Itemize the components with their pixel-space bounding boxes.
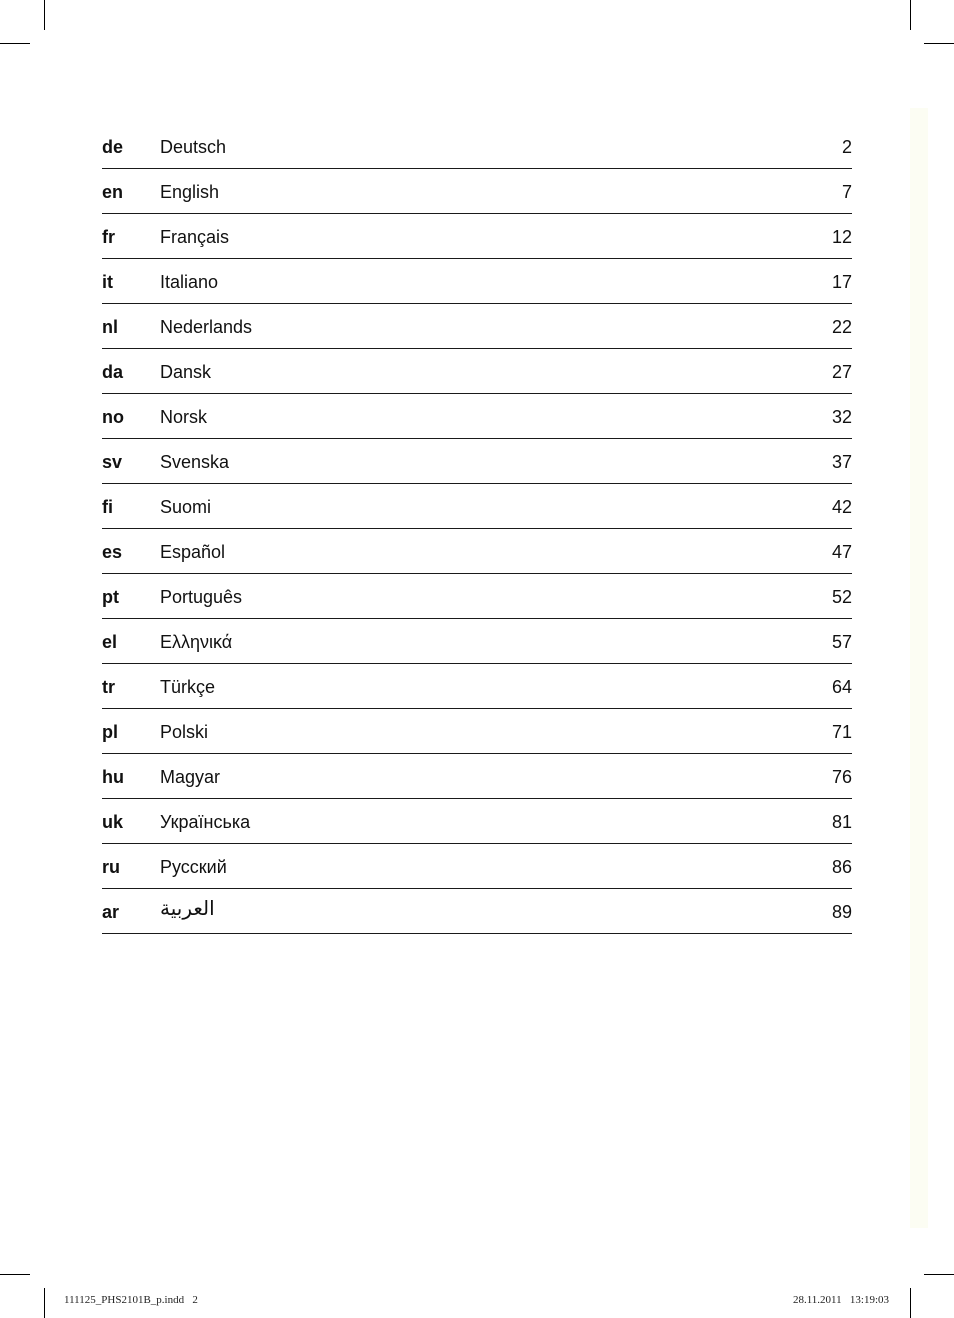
toc-row [102,394,852,439]
language-code: ar [102,902,120,922]
page-number: 42 [831,497,852,517]
page-number: 7 [841,182,852,202]
toc-row [102,889,852,934]
side-color-strip [910,108,928,1228]
toc-row [102,349,852,394]
language-code: en [102,182,124,202]
page-number: 12 [831,227,852,247]
page-number: 57 [831,632,852,652]
page-number: 52 [831,587,852,607]
toc-row [102,124,852,169]
page-number: 81 [831,812,852,832]
language-name: Русский [160,857,227,877]
language-name: العربية [160,896,215,920]
page-number: 71 [831,722,852,742]
page-number: 17 [831,272,852,292]
language-name: Italiano [160,272,219,292]
language-code: el [102,632,118,652]
language-code: it [102,272,113,292]
page-number: 86 [831,857,852,877]
language-name: Türkçe [160,677,216,697]
toc-row [102,799,852,844]
language-name: Français [160,227,230,247]
language-name: Magyar [160,767,221,787]
language-code: hu [102,767,124,787]
language-name: Suomi [160,497,212,517]
language-code: de [102,137,124,157]
language-name: Українська [160,812,251,832]
language-name: Nederlands [160,317,253,337]
crop-mark-top-right-vertical [910,0,911,30]
page-number: 32 [831,407,852,427]
language-name: Deutsch [160,137,227,157]
language-name: English [160,182,220,202]
language-code: fr [102,227,115,247]
language-name: Polski [160,722,209,742]
crop-mark-bottom-right-vertical [910,1288,911,1318]
crop-mark-top-left-vertical [44,0,45,30]
language-name: Svenska [160,452,230,472]
crop-mark-bottom-left-horizontal [0,1274,30,1275]
page-number: 47 [831,542,852,562]
language-name: Español [160,542,226,562]
page-number: 2 [841,137,852,157]
language-name: Dansk [160,362,212,382]
toc-row [102,709,852,754]
toc-row [102,169,852,214]
page-number: 37 [831,452,852,472]
language-code: da [102,362,124,382]
language-name: Português [160,587,243,607]
language-code: no [102,407,124,427]
toc-row [102,844,852,889]
language-code: sv [102,452,123,472]
toc-row [102,304,852,349]
toc-row [102,529,852,574]
language-code: nl [102,317,118,337]
page-number: 27 [831,362,852,382]
toc-row [102,754,852,799]
print-file-slug: 111125_PHS2101B_p.indd 2 [64,1294,198,1306]
page-number: 64 [831,677,852,697]
language-code: uk [102,812,124,832]
crop-mark-bottom-right-horizontal [924,1274,954,1275]
language-code: es [102,542,123,562]
toc-row [102,574,852,619]
toc-row [102,439,852,484]
language-code: pl [102,722,118,742]
crop-mark-top-right-horizontal [924,43,954,44]
language-code: ru [102,857,120,877]
page-number: 22 [831,317,852,337]
toc-row [102,484,852,529]
page-number: 76 [831,767,852,787]
crop-mark-top-left-horizontal [0,43,30,44]
toc-row [102,214,852,259]
language-name: Norsk [160,407,208,427]
print-timestamp: 28.11.2011 13:19:03 [792,1294,889,1306]
language-code: tr [102,677,115,697]
page-number: 89 [831,902,852,922]
language-table-of-contents [102,124,852,934]
language-code: pt [102,587,119,607]
toc-row [102,259,852,304]
language-code: fi [102,497,113,517]
language-name: Ελληνικά [160,632,233,652]
toc-row [102,664,852,709]
crop-mark-bottom-left-vertical [44,1288,45,1318]
toc-row [102,619,852,664]
